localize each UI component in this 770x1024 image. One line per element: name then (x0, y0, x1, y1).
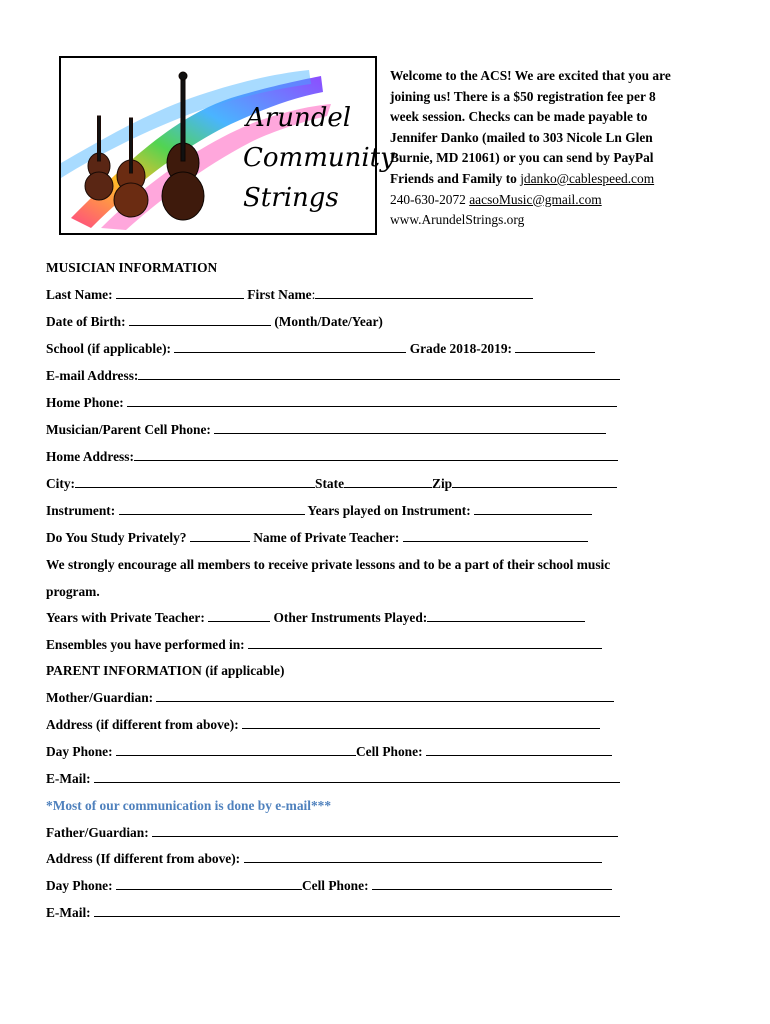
row-mother-email: E-Mail: (46, 770, 620, 788)
welcome-line: Burnie, MD 21061) or you can send by PayPal (390, 150, 654, 166)
home-phone-field[interactable] (127, 394, 617, 407)
row-mother-phones: Day Phone: Cell Phone: (46, 743, 612, 761)
acs-logo (59, 56, 395, 235)
encourage-text-line2: program. (46, 584, 100, 599)
row-cell-phone: Musician/Parent Cell Phone: (46, 421, 606, 439)
father-field[interactable] (152, 824, 618, 837)
email-link-jdanko[interactable]: jdanko@cablespeed.com (520, 170, 655, 186)
svg-text:Arundel: Arundel (246, 103, 352, 133)
ensembles-field[interactable] (248, 636, 602, 649)
mother-cell-phone-field[interactable] (426, 743, 612, 756)
logo-artwork (61, 58, 395, 233)
row-home-phone: Home Phone: (46, 394, 617, 412)
years-played-field[interactable] (474, 502, 592, 515)
other-instruments-field[interactable] (427, 609, 585, 622)
row-school: School (if applicable): Grade 2018-2019: (46, 340, 595, 358)
welcome-line: Jennifer Danko (mailed to 303 Nicole Ln Glen (390, 129, 653, 145)
school-field[interactable] (174, 340, 406, 353)
section-header-parent: PARENT INFORMATION (if applicable) (46, 663, 285, 678)
row-mother-address: Address (if different from above): (46, 716, 600, 734)
last-name-field[interactable] (116, 286, 244, 299)
row-dob: Date of Birth: (Month/Date/Year) (46, 314, 383, 329)
city-field[interactable] (75, 475, 315, 488)
mother-day-phone-field[interactable] (116, 743, 356, 756)
row-email: E-mail Address: (46, 367, 620, 385)
home-address-field[interactable] (134, 448, 618, 461)
dob-field[interactable] (129, 313, 271, 326)
email-field[interactable] (138, 367, 620, 380)
row-home-address: Home Address: (46, 448, 618, 466)
row-father: Father/Guardian: (46, 824, 618, 842)
encourage-text-line1: We strongly encourage all members to receive private lessons and to be a part of their school music (46, 557, 611, 572)
state-field[interactable] (344, 475, 432, 488)
welcome-line: week session. Checks can be made payable to (390, 109, 648, 125)
row-father-address: Address (If different from above): (46, 850, 602, 868)
row-ensembles: Ensembles you have performed in: (46, 636, 602, 654)
row-city: City: State Zip (46, 475, 617, 493)
cell-phone-field[interactable] (214, 421, 606, 434)
row-instrument: Instrument: Years played on Instrument: (46, 502, 592, 520)
mother-field[interactable] (156, 689, 614, 702)
section-header-musician: MUSICIAN INFORMATION (46, 260, 218, 275)
mother-address-field[interactable] (242, 716, 600, 729)
email-link-aacso[interactable]: aacsoMusic@gmail.com (469, 191, 602, 207)
row-private-study: Do You Study Privately? Name of Private Teacher: (46, 529, 588, 547)
contact-line (390, 190, 740, 211)
welcome-line-paypal: Friends and Family to jdanko@cablespeed.com (390, 170, 655, 186)
welcome-line: joining us! There is a $50 registration fee per 8 (390, 88, 656, 104)
welcome-message (390, 66, 740, 231)
row-years-private: Years with Private Teacher: Other Instruments Played: (46, 609, 585, 627)
father-address-field[interactable] (244, 850, 602, 863)
welcome-line: Welcome to the ACS! We are excited that you are (390, 68, 671, 83)
svg-text:Community: Community (243, 143, 395, 173)
father-cell-phone-field[interactable] (372, 877, 612, 890)
first-name-field[interactable] (315, 286, 533, 299)
communication-note: *Most of our communication is done by e-mail*** (46, 798, 332, 813)
website-link[interactable]: www.ArundelStrings.org (390, 212, 525, 228)
years-private-field[interactable] (208, 609, 270, 622)
study-privately-field[interactable] (190, 529, 250, 542)
phone-number: 240-630-2072 (390, 191, 470, 207)
row-father-phones: Day Phone: Cell Phone: (46, 877, 612, 895)
private-teacher-field[interactable] (403, 529, 588, 542)
father-day-phone-field[interactable] (116, 877, 302, 890)
row-father-email: E-Mail: (46, 904, 620, 922)
zip-field[interactable] (452, 475, 617, 488)
row-name: Last Name: First Name: (46, 286, 533, 304)
instrument-field[interactable] (119, 502, 305, 515)
father-email-field[interactable] (94, 904, 620, 917)
svg-text:Strings: Strings (243, 183, 339, 213)
mother-email-field[interactable] (94, 770, 620, 783)
row-mother: Mother/Guardian: (46, 689, 614, 707)
grade-field[interactable] (515, 340, 595, 353)
